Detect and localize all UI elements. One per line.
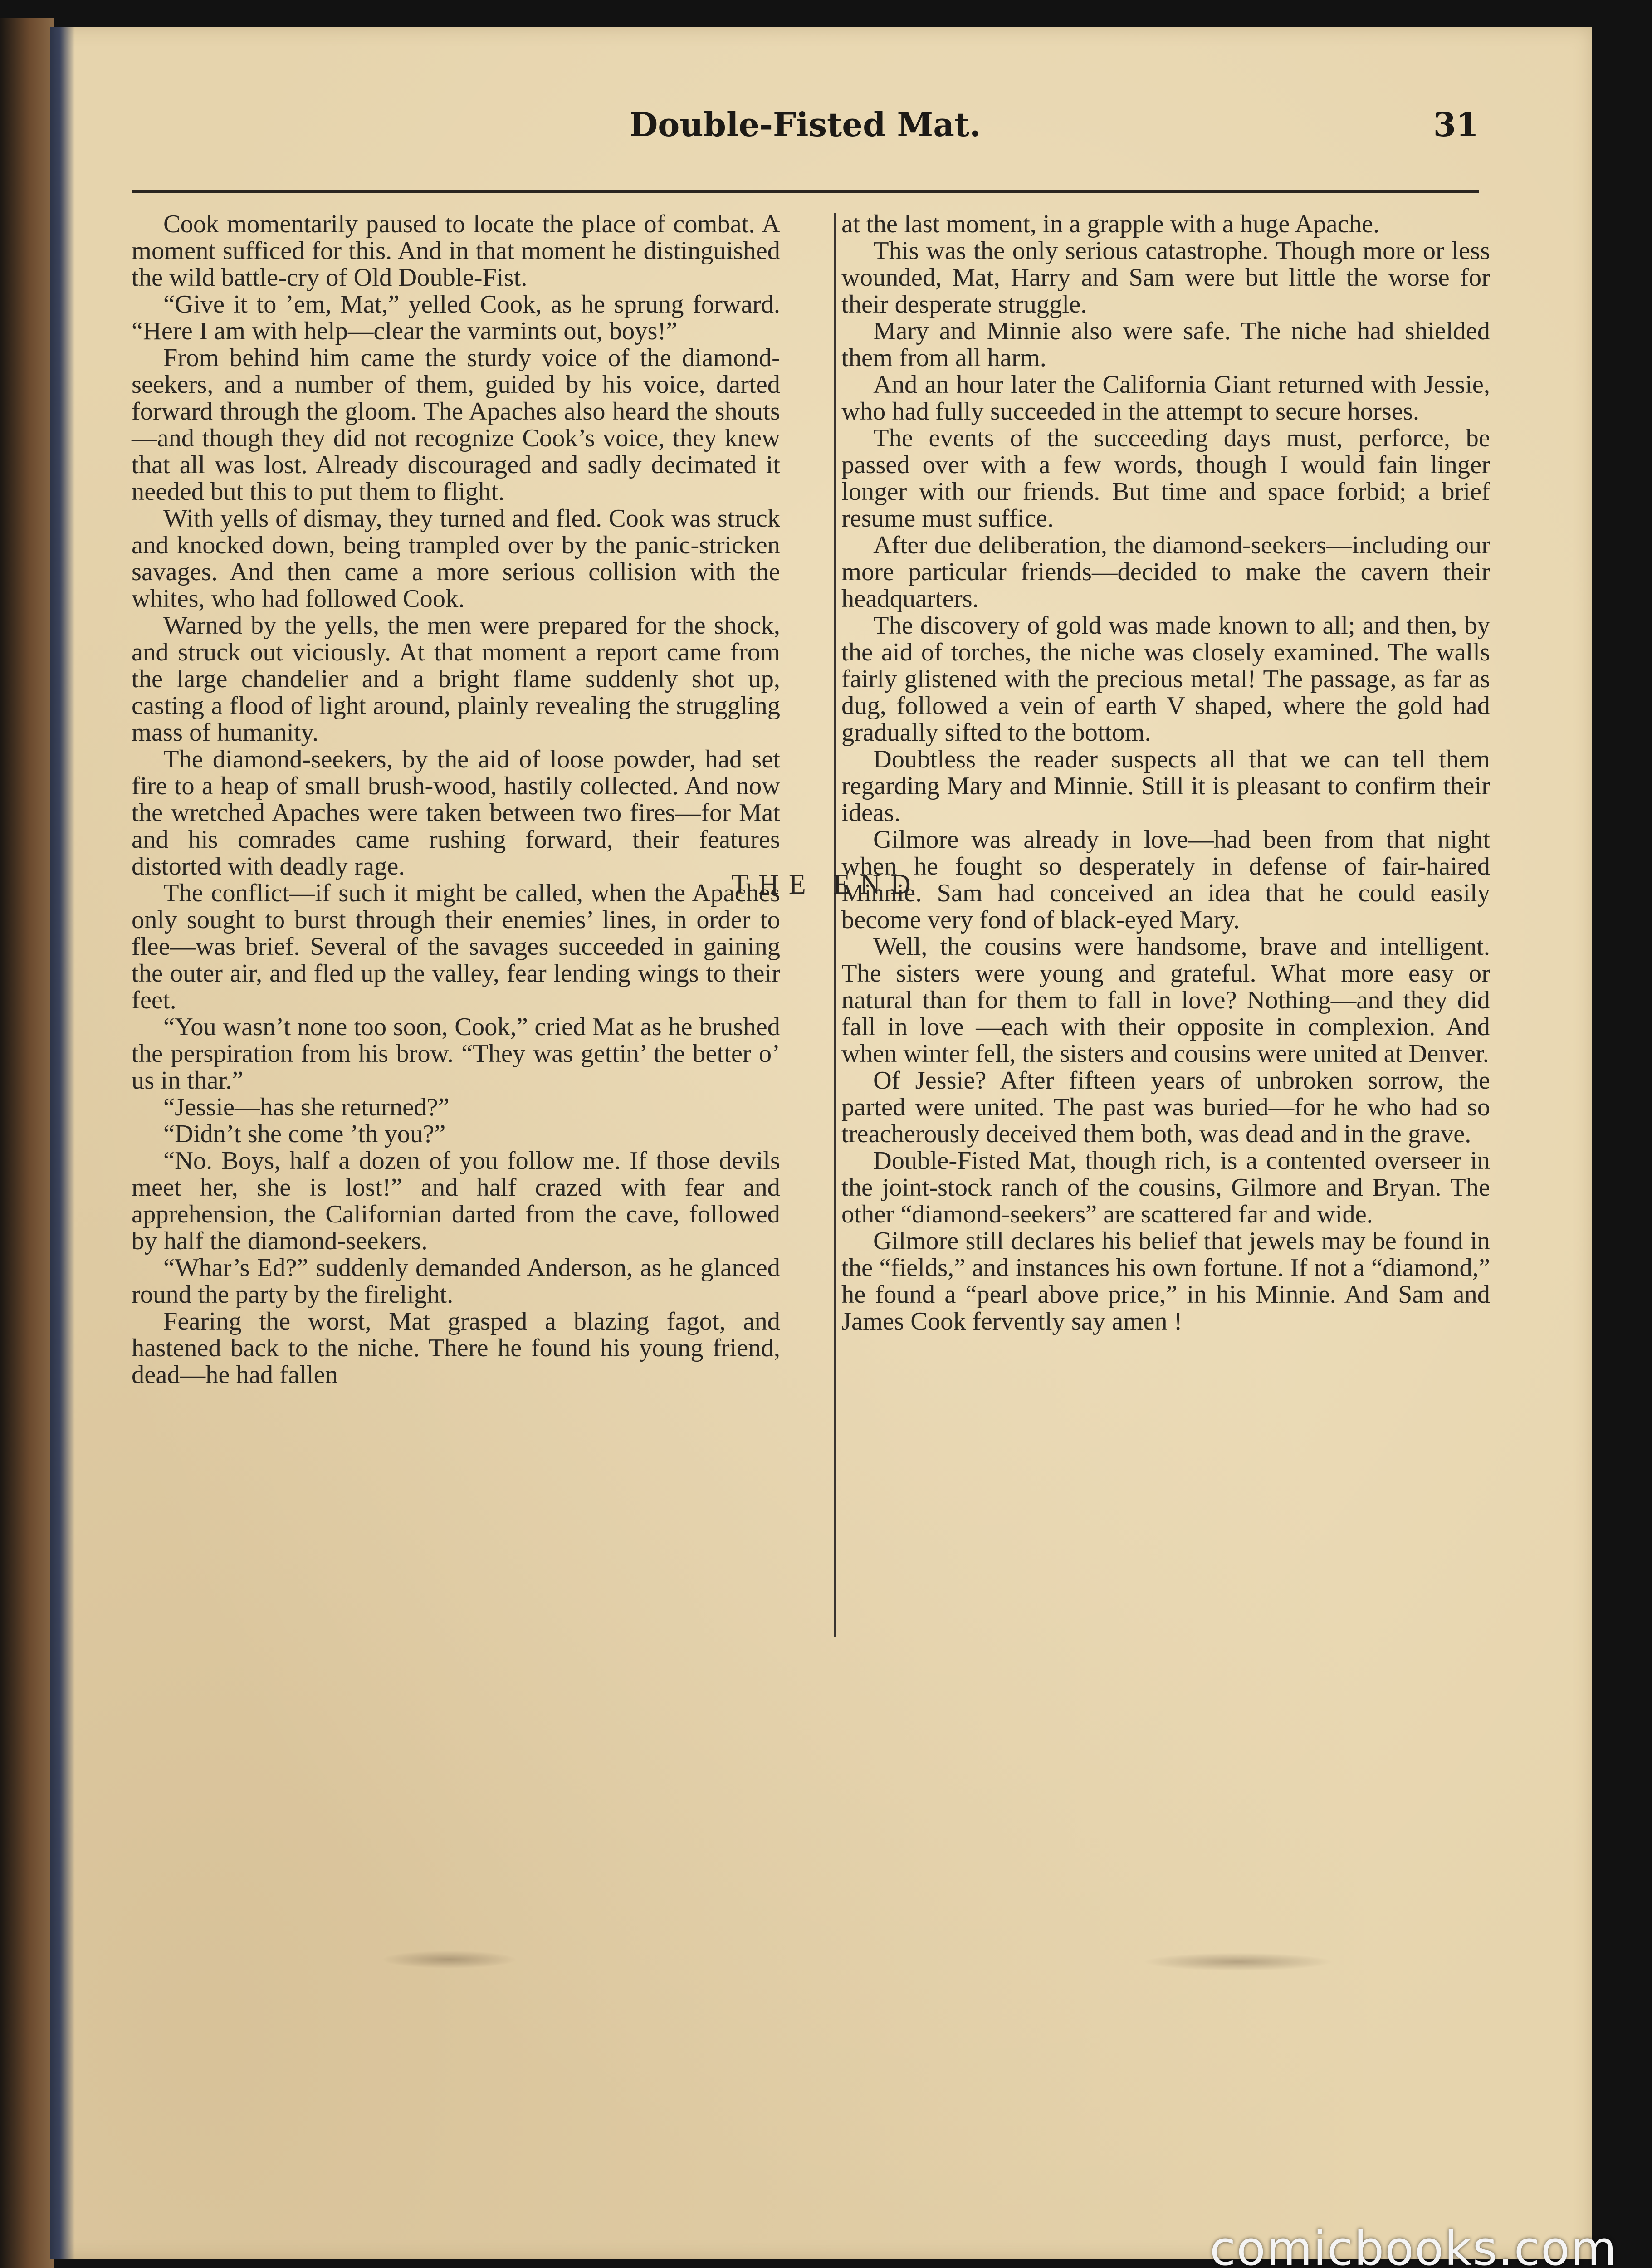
- the-end-text: THE END: [731, 869, 921, 900]
- ink-smudge: [1143, 1953, 1334, 1971]
- paragraph: “Jessie—has she returned?”: [163, 1093, 450, 1121]
- paragraph: The conflict—if such it might be called, when the Apaches only sought to burst through their enemies’ lines, in order to flee—was brief. Several of the savages succeeded in gaining the outer air, and fled up the valley, fear lending wings to their feet.: [132, 879, 780, 1014]
- paragraph: “You wasn’t none too soon, Cook,” cried Mat as he brushed the perspiration from his brow. “They was gettin’ the better o’ us in thar.”: [132, 1013, 780, 1095]
- paragraph: Double-Fisted Mat, though rich, is a contented overseer in the joint-stock ranch of the cousins, Gilmore and Bryan. The other “diamond-seekers” are scattered far and wide.: [841, 1147, 1490, 1228]
- paragraph: And an hour later the California Giant returned with Jessie, who had fully succeeded in the attempt to secure horses.: [841, 371, 1490, 425]
- binding-stain: [50, 27, 75, 2259]
- paragraph: Fearing the worst, Mat grasped a blazing fagot, and hastened back to the niche. There he found his young friend, dead—he had fallen: [132, 1307, 780, 1389]
- text-column-left: [132, 211, 780, 1388]
- paragraph: The discovery of gold was made known to all; and then, by the aid of torches, the niche was closely examined. The walls fairly glistened with the precious metal! The passage, as far as dug, followed a vein of earth V shaped, where the gold had gradually sifted to the bottom.: [841, 611, 1490, 747]
- paragraph: “No. Boys, half a dozen of you follow me. If those devils meet her, she is lost!” and half crazed with fear and apprehension, the Californian darted from the cave, followed by half the diamond-seekers.: [132, 1147, 780, 1255]
- paragraph: Gilmore was already in love—had been from that night when he fought so desperately in defense of fair-haired Minnie. Sam had conceived an idea that he could easily become very fond of black-eyed Mary.: [841, 826, 1490, 934]
- paragraph: After due deliberation, the diamond-seekers—including our more particular friends—decided to make the cavern their headquarters.: [841, 531, 1490, 613]
- paragraph: Of Jessie? After fifteen years of unbroken sorrow, the parted were united. The past was buried—for he who had so treacherously deceived them both, was dead and in the grave.: [841, 1066, 1490, 1148]
- paragraph: With yells of dismay, they turned and fled. Cook was struck and knocked down, being trampled over by the panic-stricken savages. And then came a more serious collision with the whites, who had followed Cook.: [132, 504, 780, 613]
- adjacent-page-edge: [0, 18, 54, 2268]
- paragraph: From behind him came the sturdy voice of the diamond-seekers, and a number of them, guided by his voice, darted forward through the gloom. The Apaches also heard the shouts—and though they did not recognize Cook’s voice, they knew that all was lost. Already discouraged and sadly decimated it needed but this to put them to flight.: [132, 344, 780, 506]
- running-title: Double-Fisted Mat.: [629, 105, 981, 144]
- page-number: 31: [1433, 105, 1479, 144]
- paragraph: This was the only serious catastrophe. Though more or less wounded, Mat, Harry and Sam were but little the worse for their desperate struggle.: [841, 237, 1490, 318]
- ink-smudge: [381, 1950, 517, 1969]
- paragraph: Doubtless the reader suspects all that we can tell them regarding Mary and Minnie. Still it is pleasant to confirm their ideas.: [841, 745, 1490, 827]
- paragraph: “Didn’t she come ’th you?”: [163, 1120, 446, 1148]
- paragraph: Gilmore still declares his belief that jewels may be found in the “fields,” and instances his own fortune. If not a “diamond,” he found a “pearl above price,” in his Minnie. And Sam and James Cook fervently say amen !: [841, 1227, 1490, 1335]
- site-watermark: comicbooks.com: [1209, 2221, 1618, 2268]
- paragraph: “Whar’s Ed?” suddenly demanded Anderson, as he glanced round the party by the firelight.: [132, 1254, 780, 1309]
- paragraph: Warned by the yells, the men were prepared for the shock, and struck out viciously. At that moment a report came from the large chandelier and a bright flame suddenly shot up, casting a flood of light around, plainly revealing the struggling mass of humanity.: [132, 611, 780, 747]
- running-head: [132, 105, 1479, 173]
- header-rule: [132, 190, 1479, 193]
- paragraph-continued: at the last moment, in a grapple with a huge Apache.: [841, 210, 1380, 238]
- paragraph: Cook momentarily paused to locate the place of combat. A moment sufficed for this. And in that moment he distinguished the wild battle-cry of Old Double-Fist.: [132, 210, 780, 292]
- paragraph: The diamond-seekers, by the aid of loose powder, had set fire to a heap of small brush-wood, hastily collected. And now the wretched Apaches were taken between two fires—for Mat and his comrades came rushing forward, their features distorted with deadly rage.: [132, 745, 780, 880]
- paragraph: Well, the cousins were handsome, brave and intelligent. The sisters were young and grateful. What more easy or natural than for them to fall in love? Nothing—and they did fall in love —each with their opposite in complexion. And when winter fell, the sisters and cousins were united at Denver.: [841, 933, 1490, 1068]
- paragraph: Mary and Minnie also were safe. The niche had shielded them from all harm.: [841, 317, 1490, 372]
- text-column-right: [841, 211, 1490, 1335]
- paragraph: The events of the succeeding days must, perforce, be passed over with a few words, though I would fain linger longer with our friends. But time and space forbid; a brief resume must suffice.: [841, 424, 1490, 533]
- column-divider: [834, 213, 836, 1637]
- paragraph: “Give it to ’em, Mat,” yelled Cook, as he sprung forward. “Here I am with help—clear the varmints out, boys!”: [132, 290, 780, 345]
